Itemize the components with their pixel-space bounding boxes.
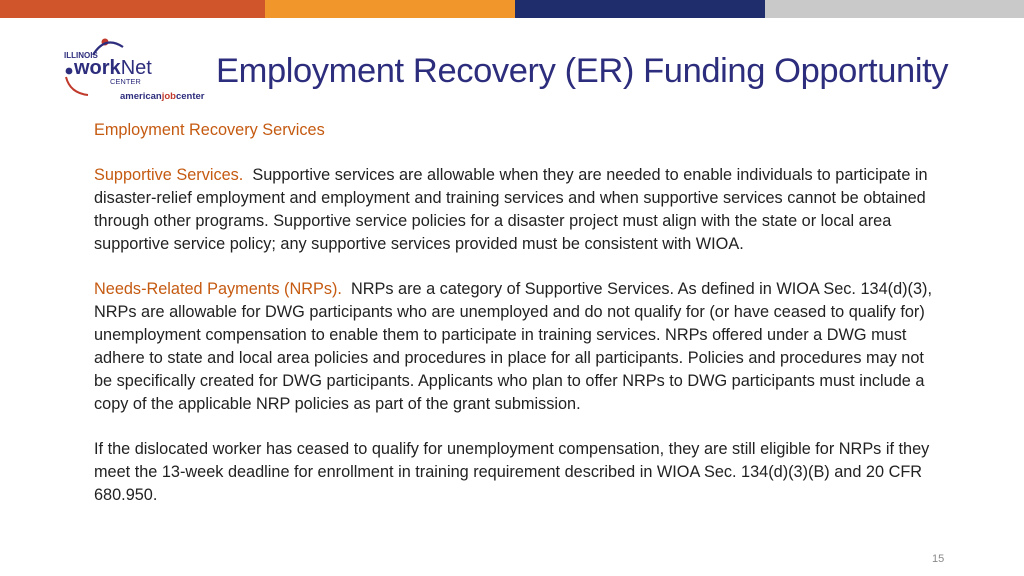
bar-segment-amber xyxy=(265,0,515,18)
logo-brand-net: Net xyxy=(120,57,152,79)
section-heading: Employment Recovery Services xyxy=(94,121,325,139)
svg-text:americanjobcenter xyxy=(120,91,205,102)
top-color-bar xyxy=(0,0,1024,18)
nrp-paragraph xyxy=(94,278,934,416)
supportive-services-text: Supportive services are allowable when they are needed to enable individuals to participate in disaster-relief employment and employment and training services and when supportive services cannot be obtained through other programs. Supportive service policies for a disaster project must align with the state or local area supportive service policy; any supportive services provided must be consistent with WIOA. xyxy=(94,166,928,253)
nrp-text: NRPs are a category of Supportive Services. As defined in WIOA Sec. 134(d)(3), NRPs are allowable for DWG participants who are unemployed and do not qualify for (or have ceased to qualify for) unemployment compensation to enable them to participate in training services. NRPs offered under a DWG must adhere to state and local area policies and procedures in place for all participants. Policies and procedures may not be specifically created for DWG participants. Applicants who plan to offer NRPs to DWG participants must include a copy of the applicable NRP policies as part of the grant submission. xyxy=(94,280,932,413)
page-number: 15 xyxy=(932,553,945,565)
slide-body xyxy=(94,119,934,507)
logo-job: job xyxy=(161,91,176,102)
page-title: Employment Recovery (ER) Funding Opportunity xyxy=(216,52,949,90)
logo-center: CENTER xyxy=(110,77,141,86)
logo-dot-icon xyxy=(66,68,73,75)
bar-segment-orange xyxy=(0,0,265,18)
illinois-worknet-logo xyxy=(60,33,205,105)
supportive-services-lead: Supportive Services. xyxy=(94,166,244,184)
bar-segment-gray xyxy=(765,0,1024,18)
logo-state: ILLINOIS xyxy=(64,51,98,60)
logo-american: american xyxy=(120,91,162,102)
logo-center-tag: center xyxy=(175,91,205,102)
bar-segment-navy xyxy=(515,0,765,18)
nrp-lead: Needs-Related Payments (NRPs). xyxy=(94,280,342,298)
logo-brand-work: work xyxy=(74,57,121,79)
dislocated-worker-paragraph: If the dislocated worker has ceased to qualify for unemployment compensation, they are still eligible for NRPs if they meet the 13-week deadline for enrollment in training requirement described in WIOA Sec. 134(d)(3)(B) and 20 CFR 680.950. xyxy=(94,440,930,504)
logo-arc-icon xyxy=(66,77,88,95)
supportive-services-paragraph xyxy=(94,164,934,256)
svg-text:workNet xyxy=(73,57,152,79)
